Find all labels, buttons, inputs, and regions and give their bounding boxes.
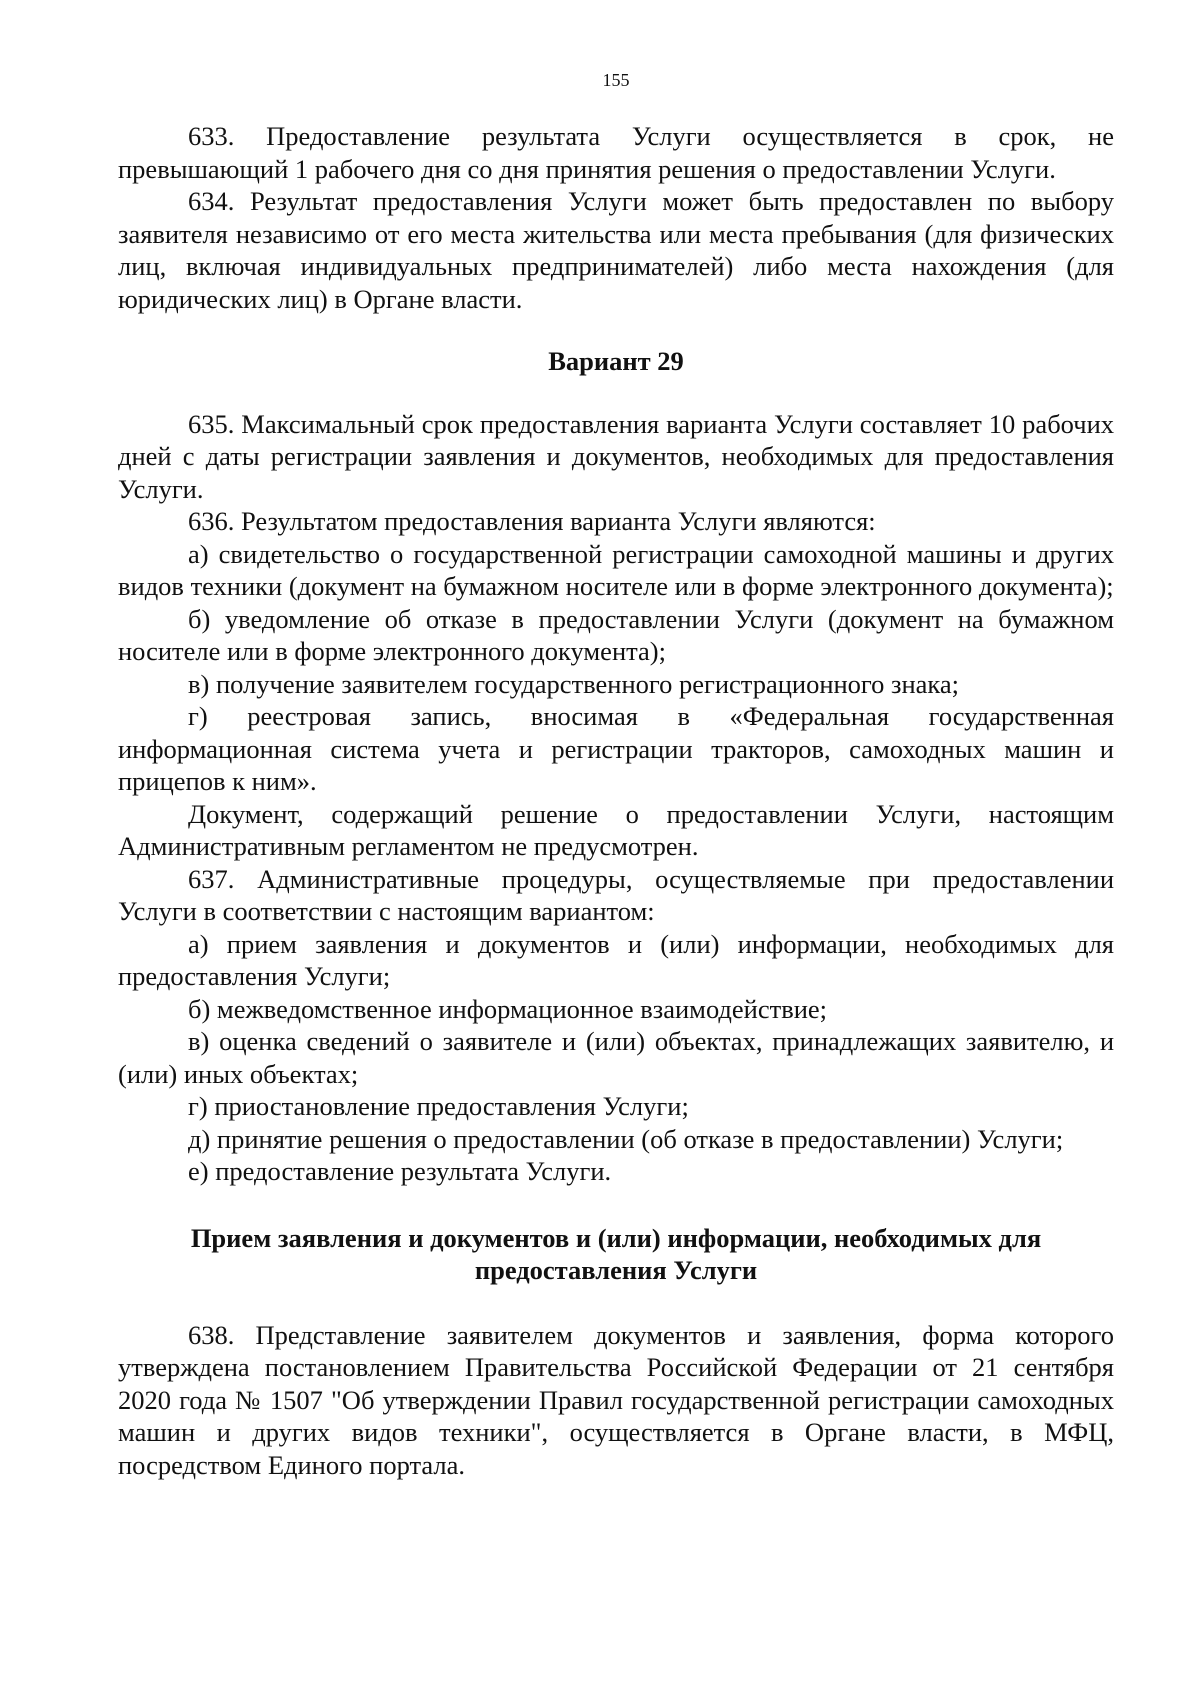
list-item-636-v: в) получение заявителем государственного регистрационного знака; (188, 668, 960, 699)
list-item-637-e: е) предоставление результата Услуги. (188, 1156, 612, 1186)
list-item-636-g: г) реестровая запись, вносимая в «Федеральная государственная информационная система учета и регистрации тракторов, самоходных машин и прицепов к ним». (118, 701, 1114, 796)
paragraph-637: 637. Административные процедуры, осуществляемые при предоставлении Услуги в соответствии с настоящим вариантом: (118, 863, 1114, 926)
paragraph-635: 635. Максимальный срок предоставления варианта Услуги составляет 10 рабочих дней с даты регистрации заявления и документов, необходимых для предоставления Услуги. (118, 408, 1114, 504)
paragraph-636: 636. Результатом предоставления варианта Услуги являются: (188, 506, 876, 536)
heading-variant-29: Вариант 29 (548, 346, 684, 376)
list-item-636-a: а) свидетельство о государственной регистрации самоходной машины и других видов техники (документ на бумажном носителе или в форме электронного документа); (118, 538, 1114, 601)
paragraph-633: 633. Предоставление результата Услуги осуществляется в срок, не превышающий 1 рабочего дня со дня принятия решения о предоставлении Услуги. (118, 121, 1114, 184)
page-number: 155 (602, 70, 630, 90)
paragraph-638: 638. Представление заявителем документов и заявления, форма которого утверждена постановлением Правительства Российской Федерации от 21 сентября 2020 года № 1507 "Об утверждении Правил государственной регистрации самоходных машин и других видов техники", осуществляется в Органе власти, в МФЦ, посредством Единого портала. (118, 1319, 1114, 1480)
paragraph-634: 634. Результат предоставления Услуги может быть предоставлен по выбору заявителя независимо от его места жительства или места пребывания (для физических лиц, включая индивидуальных предпринимателей) либо места нахождения (для юридических лиц) в Органе власти. (118, 186, 1114, 314)
list-item-636-b: б) уведомление об отказе в предоставлении Услуги (документ на бумажном носителе или в форме электронного документа); (118, 603, 1114, 666)
list-item-637-v: в) оценка сведений о заявителе и (или) объектах, принадлежащих заявителю, и (или) иных объектах; (118, 1026, 1114, 1089)
paragraph-decision-document: Документ, содержащий решение о предоставлении Услуги, настоящим Административным регламентом не предусмотрен. (118, 798, 1114, 861)
list-item-637-d: д) принятие решения о предоставлении (об отказе в предоставлении) Услуги; (188, 1123, 1064, 1154)
document-body (118, 120, 1114, 1481)
heading-application-reception: Прием заявления и документов и (или) информации, необходимых для предоставления Услуги (190, 1222, 1042, 1285)
list-item-637-g: г) приостановление предоставления Услуги; (188, 1091, 689, 1121)
list-item-637-a: а) прием заявления и документов и (или) информации, необходимых для предоставления Услуги; (118, 928, 1114, 991)
list-item-637-b: б) межведомственное информационное взаимодействие; (188, 993, 828, 1024)
